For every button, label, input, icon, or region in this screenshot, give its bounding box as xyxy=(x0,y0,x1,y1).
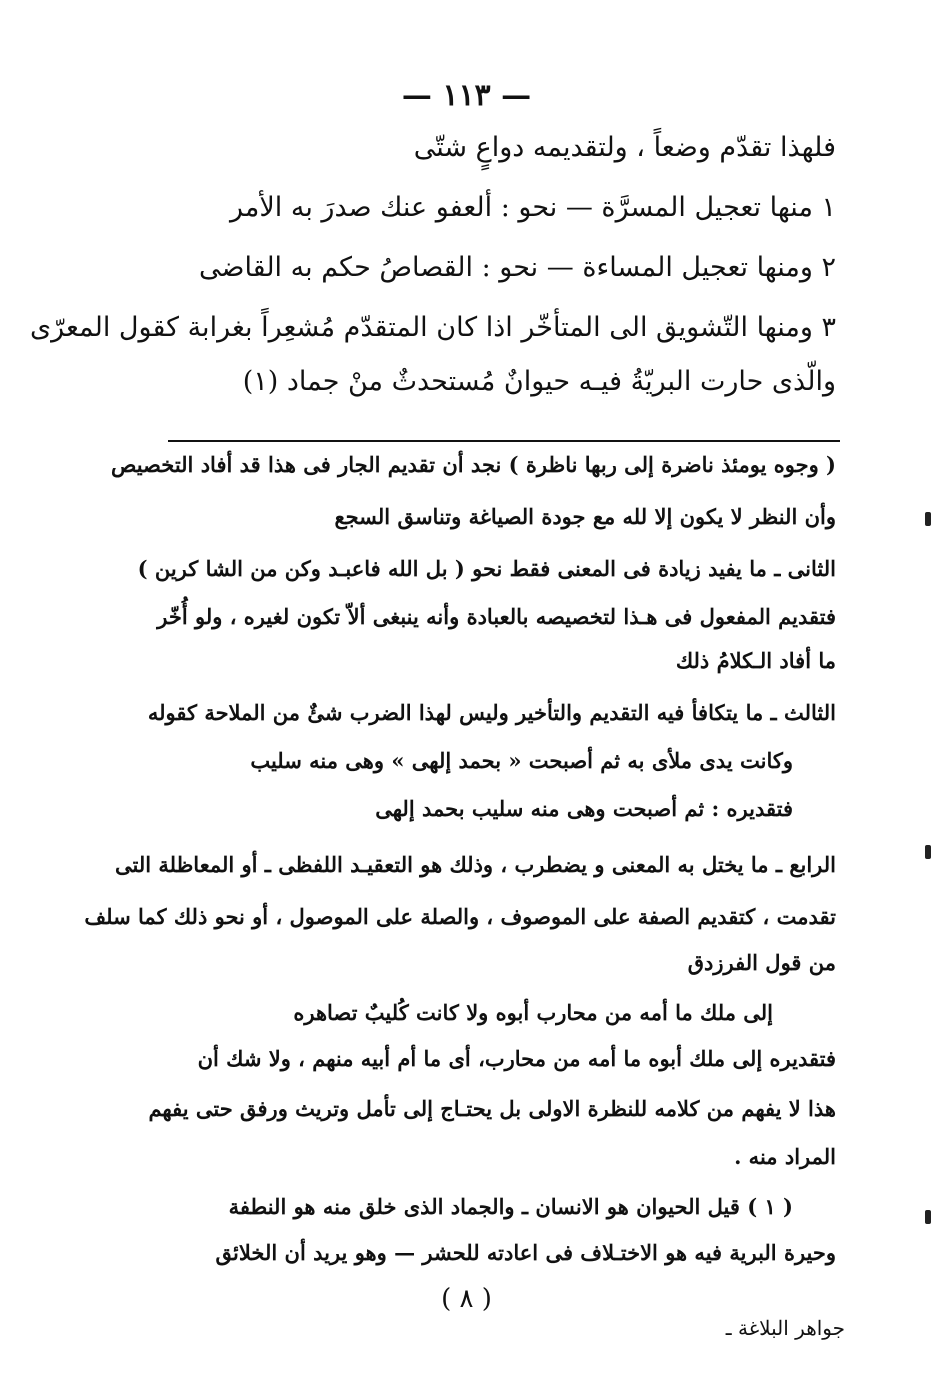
footnote-line: وحيرة البرية فيه هو الاختـلاف فى اعادته للحشر — وهو يريد أن الخلائق xyxy=(215,1240,836,1265)
footnote-divider xyxy=(168,440,840,442)
scan-mark xyxy=(925,845,931,859)
main-line: فلهذا تقدّم وضعاً ، ولتقديمه دواعٍ شتّى xyxy=(413,132,836,163)
note-line: فتقديره : ثم أصبحت وهى منه سليب بحمد إلهى xyxy=(375,796,793,821)
main-line: ١ منها تعجيل المسرَّة — نحو : ألعفو عنك صدرَ به الأمر xyxy=(230,192,836,223)
verse-line: إلى ملك ما أمه من محارب أبوه ولا كانت كُليبٌ تصاهره xyxy=(293,1000,773,1025)
note-line: هذا لا يفهم من كلامه للنظرة الاولى بل يحتـاج إلى تأمل وتريث ورفق حتى يفهم xyxy=(148,1096,836,1121)
note-line: ما أفاد الـكلامُ ذلك xyxy=(675,648,836,673)
main-line: ٣ ومنها التّشويق الى المتأخّر اذا كان المتقدّم مُشعِراً بغرابة كقول المعرّى xyxy=(29,312,836,343)
verse-line: والّذى حارت البريّةُ فيـه حيوانٌ مُستحدثٌ منْ جماد (١) xyxy=(242,366,836,397)
note-line: الرابع ـ ما يختل به المعنى و يضطرب ، وذلك هو التعقيـد اللفظى ـ أو المعاظلة التى xyxy=(114,852,836,877)
note-line: فتقديره إلى ملك أبوه ما أمه من محارب، أى ما أم أبيه منهم ، ولا شك أن xyxy=(197,1046,836,1071)
note-line: وأن النظر لا يكون إلا لله مع جودة الصياغة وتناسق السجع xyxy=(334,504,836,529)
note-line: من قول الفرزدق xyxy=(687,950,836,975)
verse-line: وكانت يدى ملأى به ثم أصبحت « بحمد إلهى » وهى منه سليب xyxy=(250,748,793,773)
signature-number: ( ٨ ) xyxy=(441,1284,492,1314)
scan-mark xyxy=(925,1210,931,1224)
note-line: فتقديم المفعول فى هـذا لتخصيصه بالعبادة وأنه ينبغى ألاّ تكون لغيره ، ولو أُخّر xyxy=(157,604,836,629)
note-line: تقدمت ، كتقديم الصفة على الموصوف ، والصلة على الموصول ، أو نحو ذلك كما سلف xyxy=(84,904,836,929)
note-line: الثانى ـ ما يفيد زيادة فى المعنى فقط نحو ( بل الله فاعبـد وكن من الشا كرين ) xyxy=(137,556,836,581)
note-line: المراد منه . xyxy=(734,1144,836,1169)
main-line: ٢ ومنها تعجيل المساءة — نحو : القصاصُ حكم به القاضى xyxy=(199,252,836,283)
note-line: ( وجوه يومئذ ناضرة إلى ربها ناظرة ) نجد أن تقديم الجار فى هذا قد أفاد التخصيص xyxy=(110,452,836,477)
footnote-line: ( ١ ) قيل الحيوان هو الانسان ـ والجماد الذى خلق منه هو النطفة xyxy=(228,1194,793,1219)
page-number: — ١١٣ — xyxy=(401,78,532,113)
book-title: جواهر البلاغة ـ xyxy=(725,1316,845,1340)
note-line: الثالث ـ ما يتكافأ فيه التقديم والتأخير وليس لهذا الضرب شئٌ من الملاحة كقوله xyxy=(147,700,836,725)
scan-mark xyxy=(925,512,931,526)
